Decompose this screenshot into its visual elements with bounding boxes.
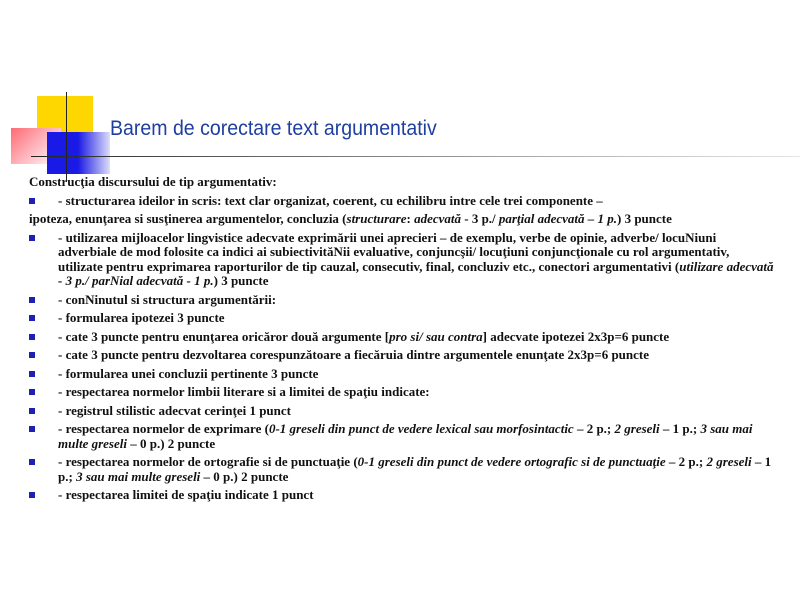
text-run-italic: parţial adecvată – 1 p. — [498, 211, 617, 226]
bullet-icon — [29, 455, 58, 484]
paragraph-structurare — [29, 212, 774, 227]
list-item-text: - respectarea limitei de spaţiu indicate 1 punct — [58, 487, 314, 502]
bullet-icon — [29, 385, 58, 400]
text-run: - respectarea normelor de exprimare ( — [58, 421, 269, 436]
text-run: - respectarea normelor de ortografie si de punctuaţie ( — [58, 454, 358, 469]
bullet-icon — [29, 422, 58, 451]
text-run: ] adecvate ipotezei 2x3p=6 puncte — [482, 328, 670, 344]
text-run: - cate 3 puncte pentru enunţarea oricăror două argumente [ — [58, 328, 390, 344]
bullet-icon — [29, 488, 58, 503]
list-item-text: - formularea unei concluzii pertinente 3 puncte — [58, 365, 319, 381]
list-item — [29, 293, 774, 308]
list-item — [29, 311, 774, 326]
list-item — [29, 488, 774, 503]
text-run: – 2 p.; — [573, 421, 615, 436]
text-run: – 1 p.; — [58, 454, 772, 484]
text-run: - 3 p./ — [461, 211, 499, 226]
text-run: – 1 p.; — [659, 421, 701, 436]
slide-content — [29, 175, 774, 507]
text-run-italic: utilizare adecvată - 3 p./ parNial adecvată - 1 p. — [58, 258, 774, 288]
bullet-icon — [29, 194, 58, 209]
list-item-text: - cate 3 puncte pentru dezvoltarea corespunzătoare a fiecăruia dintre argumentele enunţate 2x3p=6 puncte — [58, 347, 650, 362]
text-run: – 2 p.; — [665, 454, 707, 469]
text-run-italic: 0-1 greseli din punct de vedere lexical sau morfosintactic — [268, 421, 574, 436]
list-item — [29, 404, 774, 419]
bullet-icon — [29, 367, 58, 382]
text-run-italic: 3 sau mai multe greseli — [76, 468, 201, 484]
text-run: ) 3 puncte — [617, 211, 672, 226]
text-run: – 0 p.) 2 puncte — [126, 435, 216, 451]
text-run: - utilizarea mijloacelor lingvistice adecvate exprimării unei aprecieri – de exemplu, verbe de opinie, adverbe/ locuNiuni adverbiale de mod folosite ca indici ai subiectivităNii evaluative, conjuncşii/ locuţiuni conjuncţionale cu rol argumentativ, utilizate pentru exprimarea raporturilor de tip cauzal, consecutiv, final, concluziv etc., conectori argumentativi ( — [58, 229, 730, 274]
bullet-icon — [29, 293, 58, 308]
list-item — [29, 330, 774, 345]
text-run: – 0 p.) 2 puncte — [200, 468, 289, 484]
slide-title: Barem de corectare text argumentativ — [110, 117, 437, 140]
bullet-icon — [29, 348, 58, 363]
bullet-icon — [29, 311, 58, 326]
list-item-text: - registrul stilistic adecvat cerinţei 1 punct — [58, 402, 291, 418]
list-item — [29, 367, 774, 382]
bullet-icon — [29, 330, 58, 345]
text-run-italic: 3 sau mai multe greseli — [58, 421, 753, 451]
text-run-italic: pro si/ sau contra — [389, 328, 483, 344]
section-heading: Construcţia discursului de tip argumentativ: — [29, 174, 277, 189]
decor-vertical-line — [66, 92, 67, 182]
list-item — [29, 348, 774, 363]
text-run: ) 3 puncte — [213, 273, 269, 288]
list-item-text: - conNinutul si structura argumentării: — [58, 291, 277, 307]
list-item — [29, 455, 774, 484]
text-run: ipoteza, enunţarea si susţinerea argumentelor, concluzia ( — [29, 211, 347, 226]
list-item-text — [58, 455, 774, 484]
list-item — [29, 194, 774, 209]
title-divider-line — [31, 156, 800, 157]
list-item — [29, 231, 774, 289]
decor-blue-gradient — [78, 132, 110, 174]
text-run-italic: 2 greseli — [614, 421, 660, 436]
list-item — [29, 422, 774, 451]
list-item — [29, 385, 774, 400]
list-item-text: - formularea ipotezei 3 puncte — [58, 310, 225, 325]
list-item-text: - respectarea normelor limbii literare si a limitei de spaţiu indicate: — [58, 384, 430, 399]
bullet-icon — [29, 231, 58, 289]
list-item-text: - structurarea ideilor in scris: text clar organizat, coerent, cu echilibru intre cele trei componente – — [58, 192, 603, 208]
text-run-italic: 2 greseli — [706, 454, 752, 469]
text-run-italic: structurare — [346, 211, 407, 226]
list-item-text — [58, 231, 774, 289]
list-item-text — [58, 422, 774, 451]
text-run-italic: 0-1 greseli din punct de vedere ortografic si de punctuaţie — [357, 454, 666, 469]
bullet-icon — [29, 404, 58, 419]
text-run-italic: adecvată — [414, 211, 461, 226]
text-run: : — [406, 211, 415, 226]
list-item-text — [58, 330, 774, 345]
